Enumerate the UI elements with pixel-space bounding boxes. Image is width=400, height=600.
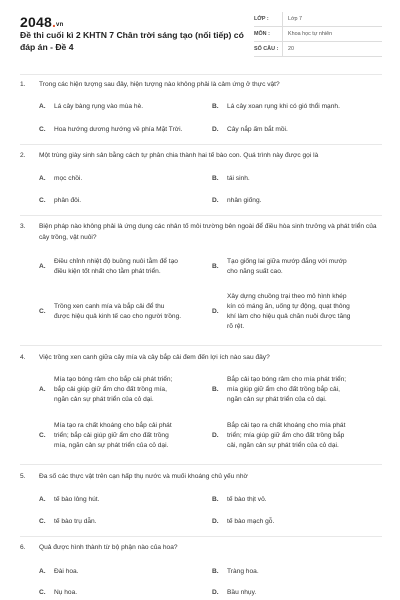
option-letter: D. [212,308,219,315]
option-letter: B. [212,568,219,575]
option-letter: C. [39,589,46,596]
question-number: 6. [20,544,26,551]
divider [20,464,382,465]
divider [20,215,382,216]
option-text: Nụ hoa. [54,589,78,596]
option-text-line: Xây dựng chuồng trại theo mô hình khép [227,293,347,300]
divider [20,345,382,346]
option-text-line: Mía tạo bóng râm cho bắp cải phát triển; [54,376,173,383]
option-text-line: Điều chỉnh nhiệt độ buồng nuôi tằm để tạo [54,258,178,265]
option-text: tế bào mạch gỗ. [227,518,275,525]
option-letter: C. [39,197,46,204]
option-text-line: rõ rệt. [227,323,245,330]
option-text-line: kín có máng ăn, uống tự động, quạt thông [227,303,350,310]
option-letter: C. [39,126,46,133]
question-6 [20,543,382,554]
site-logo[interactable]: 2048.vn [20,14,64,30]
divider [20,536,382,537]
question-text: Quả được hình thành từ bộ phận nào của hoa? [39,544,178,551]
option-letter: C. [39,432,46,439]
option-text: Hoa hướng dương hướng về phía Mặt Trời. [54,126,183,133]
option-text: Lá cây xoan rụng khi có gió thổi mạnh. [227,103,340,110]
meta-row-class [254,12,382,27]
option-letter: A. [39,568,46,575]
question-text: Đa số các thực vật trên cạn hấp thụ nước và muối khoáng chủ yếu nhờ [39,473,248,480]
option-text: Bầu nhụy. [227,589,257,596]
option-text: Đài hoa. [54,568,79,575]
question-text: Việc trồng xen canh giữa cây mía và cây bắp cải đem đến lợi ích nào sau đây? [39,354,270,361]
divider [20,144,382,145]
option-letter: A. [39,496,46,503]
meta-label: LỚP : [254,12,283,26]
option-text: tế bào thịt vỏ. [227,496,267,503]
meta-value: 20 [288,46,294,52]
option-letter: A. [39,386,46,393]
question-text: Biện pháp nào không phải là ứng dụng các nhân tố môi trường bên ngoài để điều hòa sinh trưởng và phát triển của cây trồng, vật nuôi? [39,223,377,241]
option-text-line: cải, ngăn cản sự phát triển của cỏ dại. [227,442,339,449]
meta-label: SỐ CÂU : [254,42,283,56]
option-letter: B. [212,103,219,110]
question-number: 3. [20,223,26,230]
option-text: tế bào trụ dẫn. [54,518,97,525]
question-text: Một trùng giày sinh sản bằng cách tự phân chia thành hai tế bào con. Quá trình này được gọi là [39,152,319,159]
question-number: 4. [20,354,26,361]
option-text-line: điều kiện tốt nhất cho tằm phát triển. [54,268,161,275]
question-number: 5. [20,473,26,480]
option-letter: B. [212,263,219,270]
exam-title: Đề thi cuối kì 2 KHTN 7 Chân trời sáng tạo (nối tiếp) có đáp án - Đề 4 [20,30,244,52]
exam-meta-table [254,12,382,57]
option-text: Tràng hoa. [227,568,259,575]
option-text: Lá cây bàng rụng vào mùa hè. [54,103,144,110]
option-letter: A. [39,103,46,110]
question-number: 2. [20,152,26,159]
question-number: 1. [20,81,26,88]
option-text-line: Bắp cải tạo ra chất khoáng cho mía phát [227,422,346,429]
option-text-line: triển; mía giúp giữ ẩm cho đất trồng bắp [227,432,345,439]
option-text-line: mía giúp giữ ẩm cho đất trồng bắp cải, [227,386,340,393]
option-letter: A. [39,263,46,270]
meta-row-subject [254,27,382,42]
option-text-line: được hiệu quả kinh tế cao cho người trồng. [54,313,182,320]
exam-header [0,0,400,70]
option-letter: C. [39,308,46,315]
meta-value: Khoa học tự nhiên [288,31,333,37]
option-text: nhân giống. [227,197,262,204]
option-letter: A. [39,175,46,182]
option-text-line: Bắp cải tạo bóng râm cho mía phát triển; [227,376,347,383]
option-letter: D. [212,197,219,204]
divider [20,74,382,75]
option-text-line: mía, ngăn cản sự phát triển của cỏ dại. [54,442,169,449]
option-letter: B. [212,496,219,503]
logo-main: 2048 [20,14,52,30]
option-text-line: ngăn cản sự phát triển của cỏ dại. [227,396,327,403]
question-1 [20,80,382,91]
option-text-line: cho năng suất cao. [227,268,283,275]
option-text-line: Mía tạo ra chất khoáng cho bắp cải phát [54,422,172,429]
option-text: tái sinh. [227,175,250,182]
meta-value: Lớp 7 [288,16,303,22]
option-text: Cây nắp ấm bắt mồi. [227,126,288,133]
option-text: mọc chồi. [54,175,83,182]
option-letter: D. [212,518,219,525]
option-text-line: triển; bắp cải giúp giữ ẩm cho đất trồng [54,432,169,439]
option-text-line: bắp cải giúp giữ ẩm cho đất trồng mía, [54,386,167,393]
logo-tld: vn [56,22,64,28]
question-2 [20,151,382,162]
option-letter: D. [212,432,219,439]
option-text-line: ngăn cản sự phát triển của cỏ dại. [54,396,154,403]
question-3 [20,222,382,243]
option-text: phân đôi. [54,197,82,204]
option-text-line: Tạo giống lai giữa mướp đắng với mướp [227,258,347,265]
option-letter: D. [212,589,219,596]
question-text: Trong các hiện tượng sau đây, hiện tượng nào không phải là cảm ứng ở thực vật? [39,81,280,88]
meta-label: MÔN : [254,27,283,41]
option-letter: C. [39,518,46,525]
option-text-line: khí làm cho hiệu quả chăn nuôi được tăng [227,313,351,320]
option-text-line: Trồng xen canh mía và bắp cải để thu [54,303,165,310]
question-4 [20,353,382,364]
question-5 [20,472,382,483]
option-letter: B. [212,386,219,393]
meta-row-count [254,42,382,57]
option-letter: B. [212,175,219,182]
option-letter: D. [212,126,219,133]
option-text: tế bào lông hút. [54,496,100,503]
